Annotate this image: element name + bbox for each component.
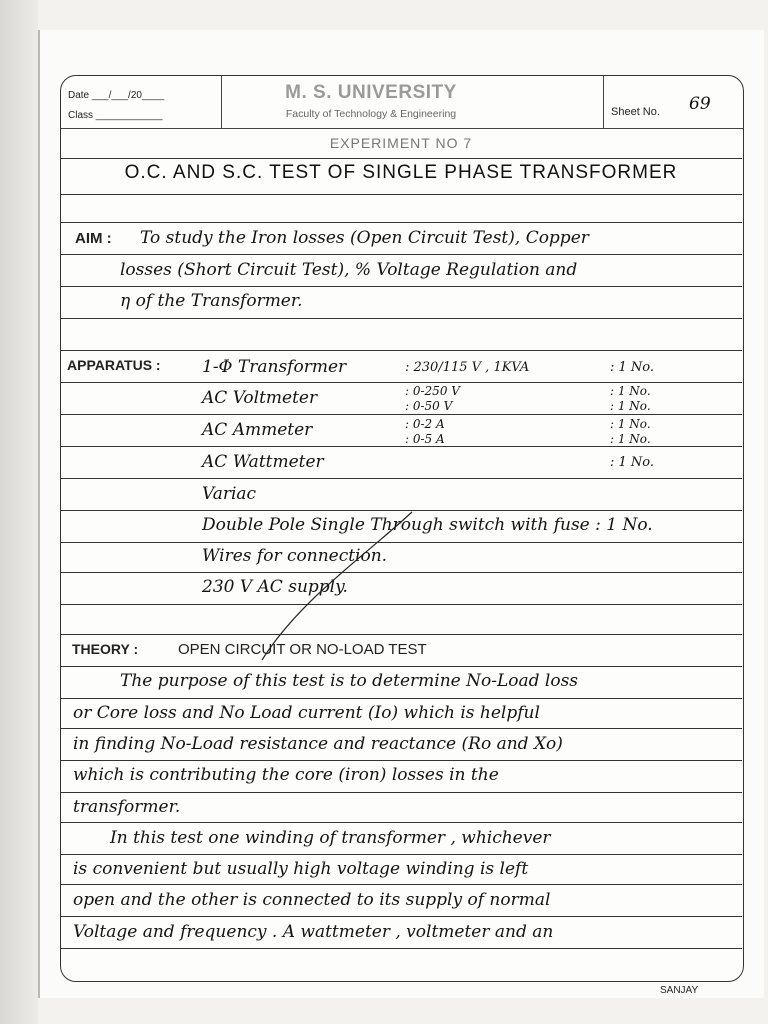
- theory-line: which is contributing the core (iron) losses in the: [73, 765, 499, 785]
- sheet-number: 69: [689, 94, 711, 114]
- theory-line: transformer.: [73, 797, 181, 817]
- apparatus-label: APPARATUS :: [67, 357, 161, 373]
- apparatus-qty: : 1 No.: [610, 455, 655, 470]
- apparatus-item: 230 V AC supply.: [202, 577, 348, 597]
- apparatus-spec: : 0-250 V: [405, 384, 460, 398]
- apparatus-item: AC Ammeter: [202, 420, 313, 440]
- apparatus-item: AC Wattmeter: [202, 452, 324, 472]
- apparatus-item: Wires for connection.: [202, 546, 388, 566]
- date-label: Date ___/___/20____: [68, 90, 165, 101]
- theory-line: or Core loss and No Load current (Io) which is helpful: [73, 703, 540, 723]
- theory-line: in finding No-Load resistance and reactance (Ro and Xo): [73, 734, 563, 754]
- theory-line: is convenient but usually high voltage winding is left: [73, 859, 529, 879]
- class-label: Class ____________: [68, 110, 163, 121]
- page-title: O.C. AND S.C. TEST OF SINGLE PHASE TRANSFORMER: [124, 162, 678, 183]
- theory-label: THEORY :: [72, 641, 139, 657]
- faculty-name: Faculty of Technology & Engineering: [285, 108, 457, 120]
- apparatus-qty: : 1 No.: [610, 399, 651, 413]
- theory-line: In this test one winding of transformer , whichever: [110, 828, 551, 848]
- aim-line: To study the Iron losses (Open Circuit Test), Copper: [140, 228, 589, 248]
- university-name: M. S. UNIVERSITY: [285, 82, 457, 103]
- apparatus-qty: : 1 No.: [610, 360, 655, 375]
- experiment-number: EXPERIMENT NO 7: [329, 135, 473, 151]
- theory-heading: OPEN CIRCUIT OR NO-LOAD TEST: [178, 641, 427, 658]
- apparatus-item: Double Pole Single Through switch with fuse : 1 No.: [202, 515, 653, 535]
- apparatus-spec: : 0-5 A: [405, 432, 445, 446]
- theory-line: The purpose of this test is to determine No-Load loss: [120, 671, 579, 691]
- apparatus-spec: : 0-2 A: [405, 417, 445, 431]
- apparatus-spec: : 0-50 V: [405, 399, 453, 413]
- theory-line: Voltage and frequency . A wattmeter , voltmeter and an: [73, 922, 554, 942]
- aim-label: AIM :: [75, 230, 112, 247]
- apparatus-qty: : 1 No.: [610, 432, 651, 446]
- footer-signature: SANJAY: [660, 985, 699, 996]
- sheet-no-label: Sheet No.: [611, 106, 660, 118]
- apparatus-spec: : 230/115 V , 1KVA: [405, 360, 530, 375]
- apparatus-qty: : 1 No.: [610, 384, 651, 398]
- apparatus-item: Variac: [202, 484, 257, 504]
- apparatus-item: AC Voltmeter: [202, 388, 318, 408]
- theory-line: open and the other is connected to its supply of normal: [73, 890, 551, 910]
- apparatus-item: 1-Φ Transformer: [202, 357, 347, 377]
- apparatus-qty: : 1 No.: [610, 417, 651, 431]
- aim-line: η of the Transformer.: [120, 291, 303, 311]
- aim-line: losses (Short Circuit Test), % Voltage Regulation and: [120, 260, 578, 280]
